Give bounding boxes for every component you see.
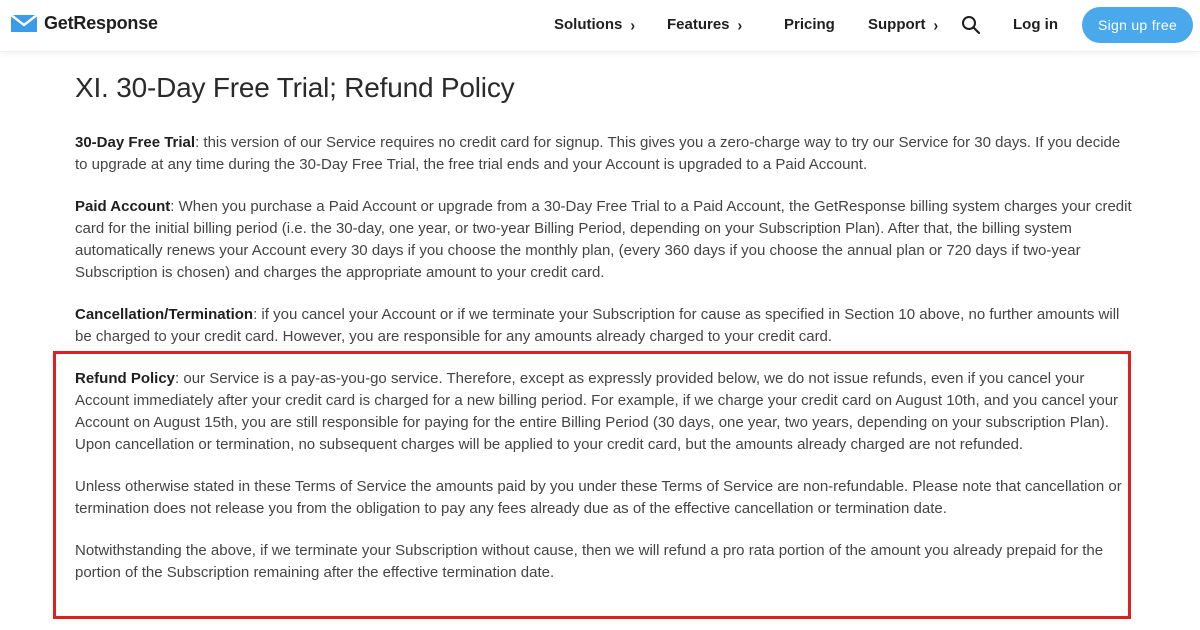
section-term: Paid Account (75, 198, 171, 215)
envelope-logo-icon (10, 12, 38, 34)
signup-button[interactable]: Sign up free (1082, 7, 1193, 43)
refund-paragraph-3: Notwithstanding the above, if we terminate your Subscription without cause, then we will refund a pro rata portion of the amount you already prepaid for the portion of the Subscription remaining after the effective termination date. (75, 542, 1104, 581)
section-term: Refund Policy (75, 370, 176, 387)
nav-features-label: Features (667, 16, 730, 33)
nav-support-label: Support (868, 16, 926, 33)
main-content (75, 72, 1135, 348)
nav-solutions[interactable] (554, 16, 635, 33)
nav-features[interactable] (667, 16, 742, 33)
search-icon[interactable] (961, 15, 981, 35)
chevron-right-icon: › (737, 15, 743, 34)
section-text: : if you cancel your Account or if we terminate your Subscription for cause as specified in Section 10 above, no further amounts will be charged to your credit card. However, you are responsible for any amounts already charged to your credit card. (75, 306, 1120, 345)
chevron-right-icon: › (933, 15, 939, 34)
nav-solutions-label: Solutions (554, 16, 623, 33)
nav-pricing-label: Pricing (784, 16, 835, 33)
section-term: 30-Day Free Trial (75, 134, 196, 151)
chevron-right-icon: › (630, 15, 635, 34)
section-text: : When you purchase a Paid Account or upgrade from a 30-Day Free Trial to a Paid Account, the GetResponse billing system charges your credit card for the initial billing period (i.e. the 30-day, one year, or two-year Billing Period, depending on your Subscription Plan). After that, the billing system automatically renews your Account every 30 days if you choose the monthly plan, (every 360 days if you choose the annual plan or 720 days if two-year Subscription is chosen) and charges the appropriate amount to your credit card. (75, 198, 1132, 281)
logo-text: GetResponse (44, 12, 158, 33)
section-text: : this version of our Service requires no credit card for signup. This gives you a zero-charge way to try our Service for 30 days. If you decide to upgrade at any time during the 30-Day Free Trial, the free trial ends and your Account is upgraded to a Paid Account. (75, 134, 1121, 173)
nav-support[interactable] (868, 16, 938, 33)
refund-paragraph-2: Unless otherwise stated in these Terms of Service the amounts paid by you under these Terms of Service are non-refundable. Please note that cancellation or termination does not release you from the obligation to pay any fees already due as of the effective cancellation or termination date. (75, 478, 1122, 517)
section-cancellation (75, 304, 1135, 348)
section-free-trial (75, 132, 1135, 176)
refund-policy-section (75, 368, 1125, 584)
refund-paragraph-1 (75, 368, 1125, 456)
logo[interactable] (10, 12, 158, 34)
nav-pricing[interactable] (784, 16, 835, 33)
page-title: XI. 30-Day Free Trial; Refund Policy (75, 72, 515, 103)
section-text: : our Service is a pay-as-you-go service. Therefore, except as expressly provided below, we do not issue refunds, even if you cancel your Account immediately after your credit card is charged for a new billing period. For example, if we charge your credit card on August 10th, and you cancel your Account on August 15th, you are still responsible for paying for the entire Billing Period (30 days, one year, two years, depending on your subscription Plan). Upon cancellation or termination, no subsequent charges will be applied to your credit card, but the amounts already charged are not refunded. (75, 370, 1119, 453)
top-navbar (0, 0, 1200, 52)
section-paid-account (75, 196, 1135, 284)
section-term: Cancellation/Termination (75, 306, 254, 323)
login-link[interactable]: Log in (1013, 16, 1058, 33)
